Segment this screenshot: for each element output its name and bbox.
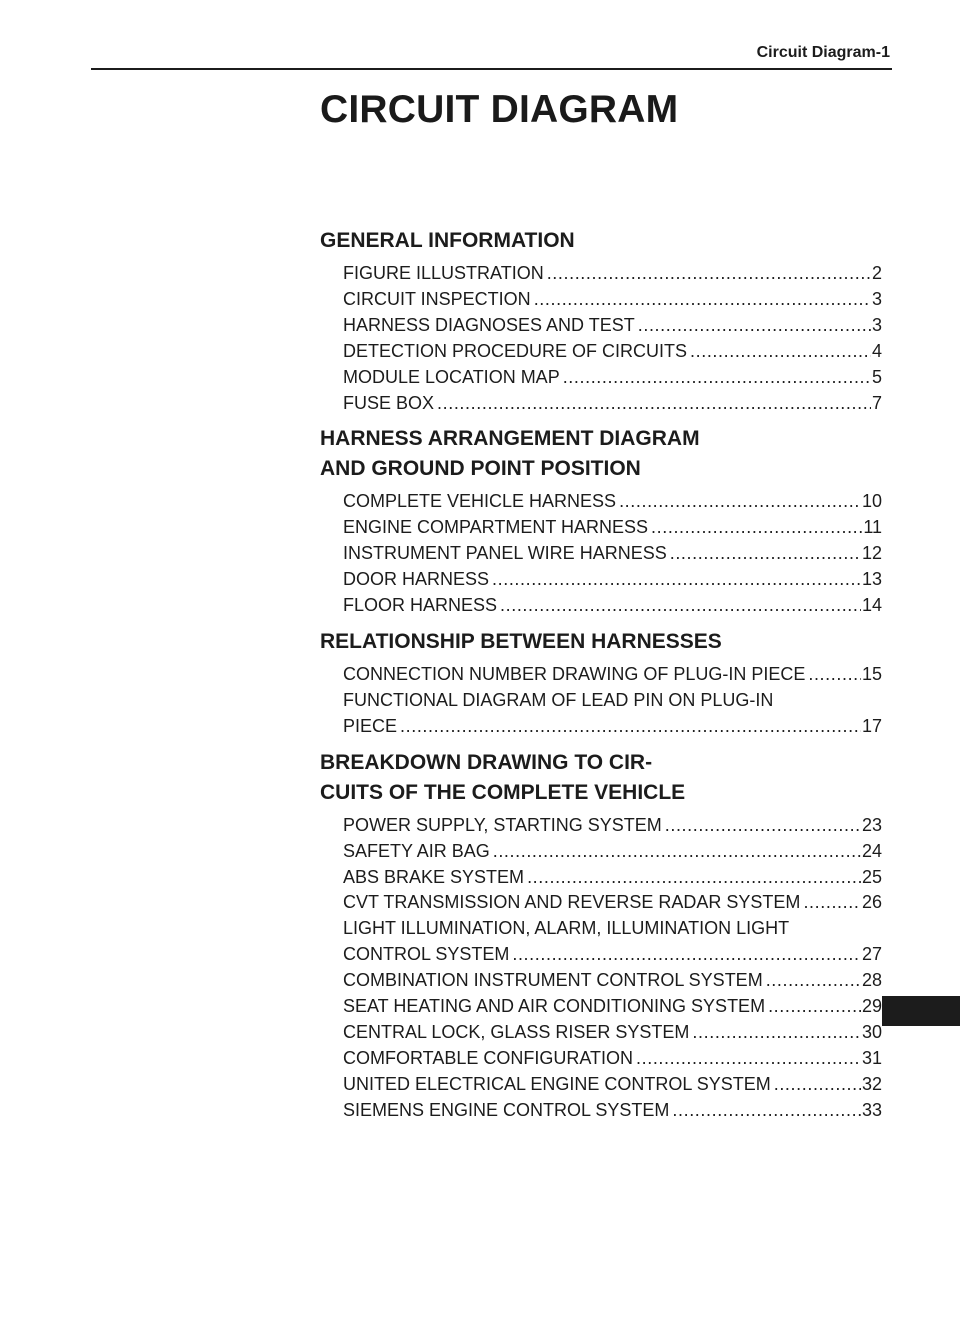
- toc-entry[interactable]: [343, 365, 882, 391]
- section-heading: AND GROUND POINT POSITION: [320, 457, 641, 481]
- toc-entry[interactable]: [343, 313, 882, 339]
- section-heading: GENERAL INFORMATION: [320, 229, 575, 252]
- toc-entry-title: ENGINE COMPARTMENT HARNESS: [343, 517, 649, 538]
- toc-entry-title: HARNESS DIAGNOSES AND TEST: [343, 314, 635, 335]
- toc-entry[interactable]: [343, 865, 882, 891]
- dot-leader: [437, 391, 871, 417]
- dot-leader: [766, 968, 861, 994]
- dot-leader: [774, 1072, 861, 1098]
- dot-leader: [690, 339, 871, 365]
- dot-leader: [400, 714, 861, 740]
- toc-entry[interactable]: [343, 489, 882, 515]
- toc-entry[interactable]: [343, 890, 882, 916]
- toc-entry-page: 11: [863, 517, 882, 538]
- toc-entry-page: 29: [861, 996, 882, 1017]
- page-title: CIRCUIT DIAGRAM: [320, 88, 679, 131]
- toc-entry-line: [343, 942, 882, 968]
- toc-entry-page: 17: [861, 715, 882, 736]
- toc-section: [320, 424, 882, 619]
- toc-entry[interactable]: [343, 916, 882, 968]
- toc-entry-page: 5: [871, 366, 882, 387]
- section-heading: HARNESS ARRANGEMENT DIAGRAM: [320, 427, 700, 451]
- toc-entry-page: 30: [861, 1021, 882, 1042]
- dot-leader: [493, 839, 861, 865]
- toc-entry-page: 7: [871, 392, 882, 413]
- dot-leader: [808, 662, 861, 688]
- toc-entry-title: INSTRUMENT PANEL WIRE HARNESS: [343, 543, 667, 564]
- toc-entry-title: FUSE BOX: [343, 392, 435, 413]
- toc-entry[interactable]: [343, 839, 882, 865]
- toc-entry-title: MODULE LOCATION MAP: [343, 366, 560, 387]
- toc-entry-page: 2: [871, 263, 882, 283]
- dot-leader: [638, 313, 871, 339]
- toc-entry-page: 10: [861, 491, 882, 512]
- toc-entry-line: [343, 688, 882, 714]
- toc-entry-title: COMFORTABLE CONFIGURATION: [343, 1047, 634, 1068]
- toc-entry[interactable]: [343, 1046, 882, 1072]
- toc-entry-title: CONNECTION NUMBER DRAWING OF PLUG-IN PIECE: [343, 663, 806, 684]
- toc-entry-page: 33: [861, 1099, 882, 1120]
- table-of-contents: [320, 226, 882, 1132]
- toc-entry-line: [343, 916, 882, 942]
- toc-entry-title-continued: PIECE: [343, 715, 398, 736]
- section-heading: BREAKDOWN DRAWING TO CIR-: [320, 750, 653, 774]
- toc-entry-page: 12: [861, 543, 882, 564]
- toc-entry-page: 14: [861, 595, 882, 616]
- toc-entry-title: UNITED ELECTRICAL ENGINE CONTROL SYSTEM: [343, 1073, 771, 1094]
- header-rule: [91, 68, 892, 70]
- toc-entry-title: CVT TRANSMISSION AND REVERSE RADAR SYSTEM: [343, 892, 801, 913]
- toc-entry[interactable]: [343, 515, 882, 541]
- toc-entry-title: ABS BRAKE SYSTEM: [343, 866, 525, 887]
- toc-entry[interactable]: [343, 1020, 882, 1046]
- toc-entry[interactable]: [343, 994, 882, 1020]
- toc-entry-title: SAFETY AIR BAG: [343, 840, 490, 861]
- toc-entry-title: CIRCUIT INSPECTION: [343, 288, 531, 309]
- dot-leader: [651, 515, 862, 541]
- dot-leader: [670, 541, 861, 567]
- toc-entry-page: 27: [861, 944, 882, 965]
- toc-entry-page: 4: [871, 340, 882, 361]
- toc-entry[interactable]: [343, 391, 882, 417]
- toc-entry-page: 24: [861, 840, 882, 861]
- running-header: Circuit Diagram-1: [756, 44, 890, 61]
- dot-leader: [512, 942, 861, 968]
- toc-entry[interactable]: [343, 1072, 882, 1098]
- toc-entry-page: 15: [861, 663, 882, 684]
- chapter-thumb-tab: [882, 996, 960, 1026]
- toc-entry-page: 28: [861, 970, 882, 991]
- dot-leader: [492, 567, 861, 593]
- section-heading: RELATIONSHIP BETWEEN HARNESSES: [320, 629, 722, 653]
- toc-entry[interactable]: [343, 688, 882, 740]
- toc-entry-title: FIGURE ILLUSTRATION: [343, 263, 544, 283]
- toc-entry-page: 26: [861, 892, 882, 913]
- dot-leader: [672, 1098, 861, 1124]
- toc-entry-page: 23: [861, 814, 882, 835]
- toc-entry[interactable]: [343, 567, 882, 593]
- dot-leader: [534, 287, 871, 313]
- toc-entry[interactable]: [343, 968, 882, 994]
- toc-section: [320, 627, 882, 740]
- toc-entry-title: COMPLETE VEHICLE HARNESS: [343, 491, 617, 512]
- toc-entry-title: DOOR HARNESS: [343, 569, 490, 590]
- dot-leader: [636, 1046, 861, 1072]
- toc-entry-title: FUNCTIONAL DIAGRAM OF LEAD PIN ON PLUG-IN: [343, 689, 774, 710]
- dot-leader: [500, 593, 861, 619]
- toc-entry-page: 13: [861, 569, 882, 590]
- dot-leader: [547, 261, 871, 287]
- dot-leader: [563, 365, 871, 391]
- toc-entry-title: DETECTION PROCEDURE OF CIRCUITS: [343, 340, 688, 361]
- dot-leader: [527, 865, 861, 891]
- toc-entry[interactable]: [343, 813, 882, 839]
- toc-entry-title: FLOOR HARNESS: [343, 595, 498, 616]
- toc-entry-page: 31: [861, 1047, 882, 1068]
- toc-entry-title: SEAT HEATING AND AIR CONDITIONING SYSTEM: [343, 996, 766, 1017]
- toc-entry-page: 3: [871, 314, 882, 335]
- toc-entry[interactable]: [343, 287, 882, 313]
- toc-section: [320, 226, 882, 416]
- toc-entry[interactable]: [343, 541, 882, 567]
- dot-leader: [803, 890, 861, 916]
- toc-entry-title: SIEMENS ENGINE CONTROL SYSTEM: [343, 1099, 670, 1120]
- toc-entry[interactable]: [343, 261, 882, 287]
- toc-entry-title: POWER SUPPLY, STARTING SYSTEM: [343, 814, 662, 835]
- toc-entry-page: 25: [861, 866, 882, 887]
- dot-leader: [665, 813, 861, 839]
- dot-leader: [692, 1020, 861, 1046]
- toc-entry-line: [343, 714, 882, 740]
- toc-entry[interactable]: [343, 339, 882, 365]
- toc-entry-page: 32: [861, 1073, 882, 1094]
- dot-leader: [619, 489, 861, 515]
- toc-entry[interactable]: [343, 593, 882, 619]
- toc-entry-title: COMBINATION INSTRUMENT CONTROL SYSTEM: [343, 970, 763, 991]
- section-heading: CUITS OF THE COMPLETE VEHICLE: [320, 780, 686, 804]
- toc-entry-title: CENTRAL LOCK, GLASS RISER SYSTEM: [343, 1021, 690, 1042]
- dot-leader: [768, 994, 861, 1020]
- toc-entry-title-continued: CONTROL SYSTEM: [343, 944, 510, 965]
- toc-entry-title: LIGHT ILLUMINATION, ALARM, ILLUMINATION LIGHT: [343, 918, 790, 939]
- toc-section: [320, 748, 882, 1124]
- toc-entry[interactable]: [343, 662, 882, 688]
- toc-entry-page: 3: [871, 288, 882, 309]
- toc-entry[interactable]: [343, 1098, 882, 1124]
